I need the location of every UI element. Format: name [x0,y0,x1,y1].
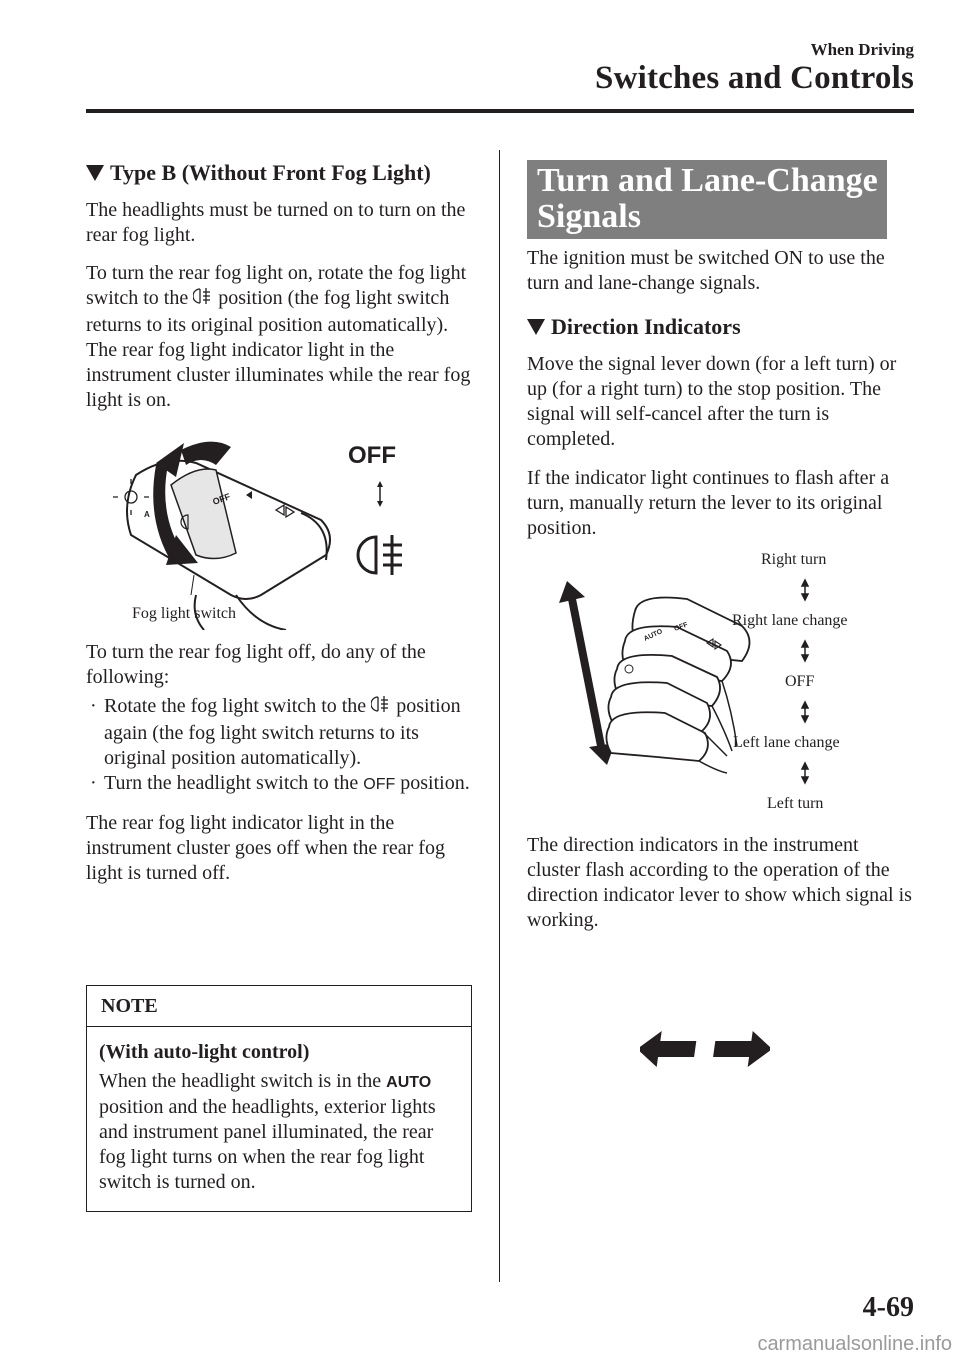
paragraph [86,261,476,338]
paragraph-text: position (the fog light switch returns to its original position automatically). [86,287,450,336]
page-number: 4-69 [862,1292,914,1323]
section-banner: Turn and Lane-Change Signals [527,160,887,239]
type-b-heading [86,158,476,188]
watermark: carmanualsonline.info [757,1333,952,1355]
svg-text:OFF: OFF [673,621,689,633]
triangle-marker-icon [527,319,545,335]
note-title: NOTE [87,986,471,1027]
paragraph: If the indicator light continues to flash after a turn, manually return the lever to its original position. [527,467,890,539]
right-arrow-icon [712,1031,770,1067]
fog-light-switch-callout: Fog light switch [132,605,237,622]
section-label: When Driving [810,40,914,59]
fog-light-lever-illustration [86,425,476,630]
triangle-marker-icon [86,165,104,181]
header-rule [86,109,914,113]
left-column [86,158,476,886]
left-arrow-icon [640,1031,698,1067]
right-column [527,246,915,1069]
list-item: · Turn the headlight switch to the OFF position. [90,772,470,794]
list-item: · Rotate the fog light switch to the position again (the fog light switch returns to its original position automatically). [90,695,461,769]
paragraph: The rear fog light indicator light in the instrument cluster illuminates while the rear fog light is on. [86,339,471,411]
off-label: OFF [348,442,396,469]
off-position-label: OFF [363,776,396,793]
paragraph: The ignition must be switched ON to use the turn and lane-change signals. [527,247,885,294]
paragraph: The headlights must be turned on to turn on the rear fog light. [86,199,466,246]
type-b-heading-text: Type B (Without Front Fog Light) [110,160,431,185]
turn-signal-lever-figure [527,551,915,821]
note-box [86,985,472,1212]
rear-fog-light-icon [371,694,391,721]
note-subtitle: (With auto-light control) [99,1041,310,1063]
svg-text:AUTO: AUTO [642,628,664,643]
bullet-list [86,694,476,797]
direction-indicators-heading-text: Direction Indicators [551,314,741,339]
fog-light-switch-figure [86,425,476,630]
page-title: Switches and Controls [595,60,914,96]
left-lane-change-label: Left lane change [733,734,840,751]
large-rear-fog-light-icon [358,535,402,575]
off-label: OFF [785,673,815,690]
paragraph: Move the signal lever down (for a left turn) or up (for a right turn) to the stop position. The signal will self-cancel after the turn is completed. [527,353,897,450]
left-turn-label: Left turn [767,795,824,812]
right-lane-change-label: Right lane change [732,612,848,629]
direction-indicators-heading [527,312,915,342]
paragraph: The rear fog light indicator light in the instrument cluster goes off when the rear fog light is turned off. [86,812,445,884]
column-divider [499,150,500,1282]
direction-indicator-arrows [640,1029,770,1069]
rear-fog-light-icon [193,286,213,313]
turn-signal-lever-illustration [527,551,915,821]
paragraph-text: To turn the rear fog light on, rotate the fog light switch to the [86,262,467,309]
auto-position-label: AUTO [386,1074,432,1091]
note-text: When the headlight switch is in the AUTO position and the headlights, exterior lights and instrument panel illuminated, the rear fog light turns on when the rear fog light switch is turned on. [99,1070,436,1193]
paragraph: To turn the rear fog light off, do any of the following: [86,641,426,688]
svg-text:A: A [144,510,150,519]
note-body [87,1027,471,1195]
paragraph: The direction indicators in the instrument cluster flash according to the operation of the direction indicator lever to show which signal is working. [527,834,912,931]
svg-text:OFF: OFF [211,491,232,507]
right-turn-label: Right turn [761,551,827,568]
